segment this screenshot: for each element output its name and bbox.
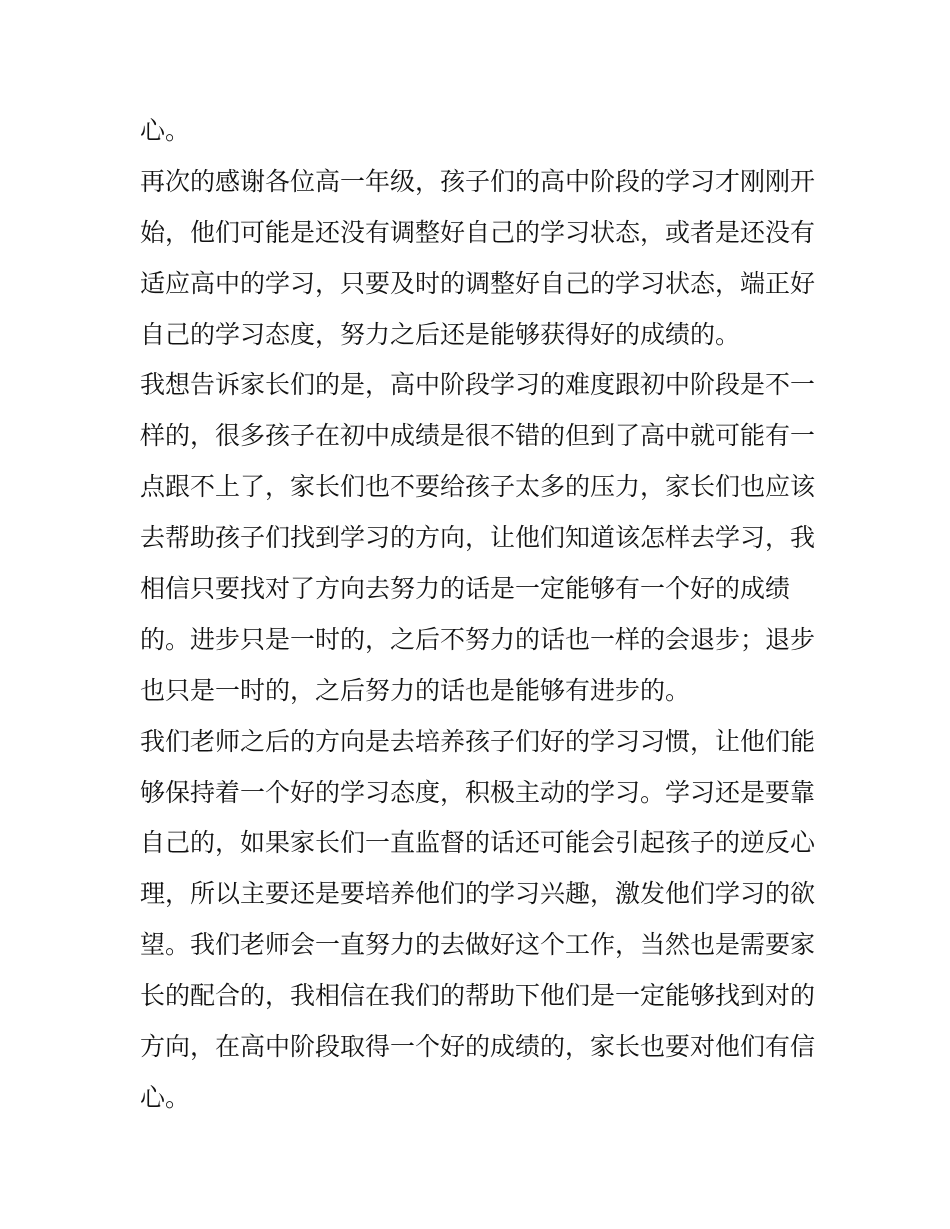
text-line: 我们老师之后的方向是去培养孩子们好的学习习惯，让他们能: [140, 726, 816, 756]
text-line: 长的配合的，我相信在我们的帮助下他们是一定能够找到对的: [140, 981, 816, 1011]
text-line: 也只是一时的，之后努力的话也是能够有进步的。: [140, 675, 691, 705]
text-line: 望。我们老师会一直努力的去做好这个工作，当然也是需要家: [140, 930, 816, 960]
text-line: 自己的学习态度，努力之后还是能够获得好的成绩的。: [140, 319, 741, 349]
body-text: [140, 106, 816, 1124]
text-line: 我想告诉家长们的是，高中阶段学习的难度跟初中阶段是不一: [140, 370, 816, 400]
text-line: 自己的，如果家长们一直监督的话还可能会引起孩子的逆反心: [140, 828, 816, 858]
text-line: 够保持着一个好的学习态度，积极主动的学习。学习还是要靠: [140, 777, 816, 807]
text-line: 样的，很多孩子在初中成绩是很不错的但到了高中就可能有一: [140, 421, 816, 451]
text-line: 的。进步只是一时的，之后不努力的话也一样的会退步；退步: [140, 624, 816, 654]
text-line: 去帮助孩子们找到学习的方向，让他们知道该怎样去学习，我: [140, 523, 816, 553]
text-line: 理，所以主要还是要培养他们的学习兴趣，激发他们学习的欲: [140, 879, 816, 909]
text-line: 相信只要找对了方向去努力的话是一定能够有一个好的成绩: [140, 574, 791, 604]
text-line: 方向，在高中阶段取得一个好的成绩的，家长也要对他们有信: [140, 1032, 816, 1062]
text-line: 再次的感谢各位高一年级，孩子们的高中阶段的学习才刚刚开: [140, 166, 816, 196]
text-line: 点跟不上了，家长们也不要给孩子太多的压力，家长们也应该: [140, 472, 816, 502]
text-line: 心。: [140, 1082, 191, 1112]
text-line: 心。: [140, 116, 191, 145]
text-line: 适应高中的学习，只要及时的调整好自己的学习状态，端正好: [140, 268, 816, 298]
text-line: 始，他们可能是还没有调整好自己的学习状态，或者是还没有: [140, 217, 816, 247]
